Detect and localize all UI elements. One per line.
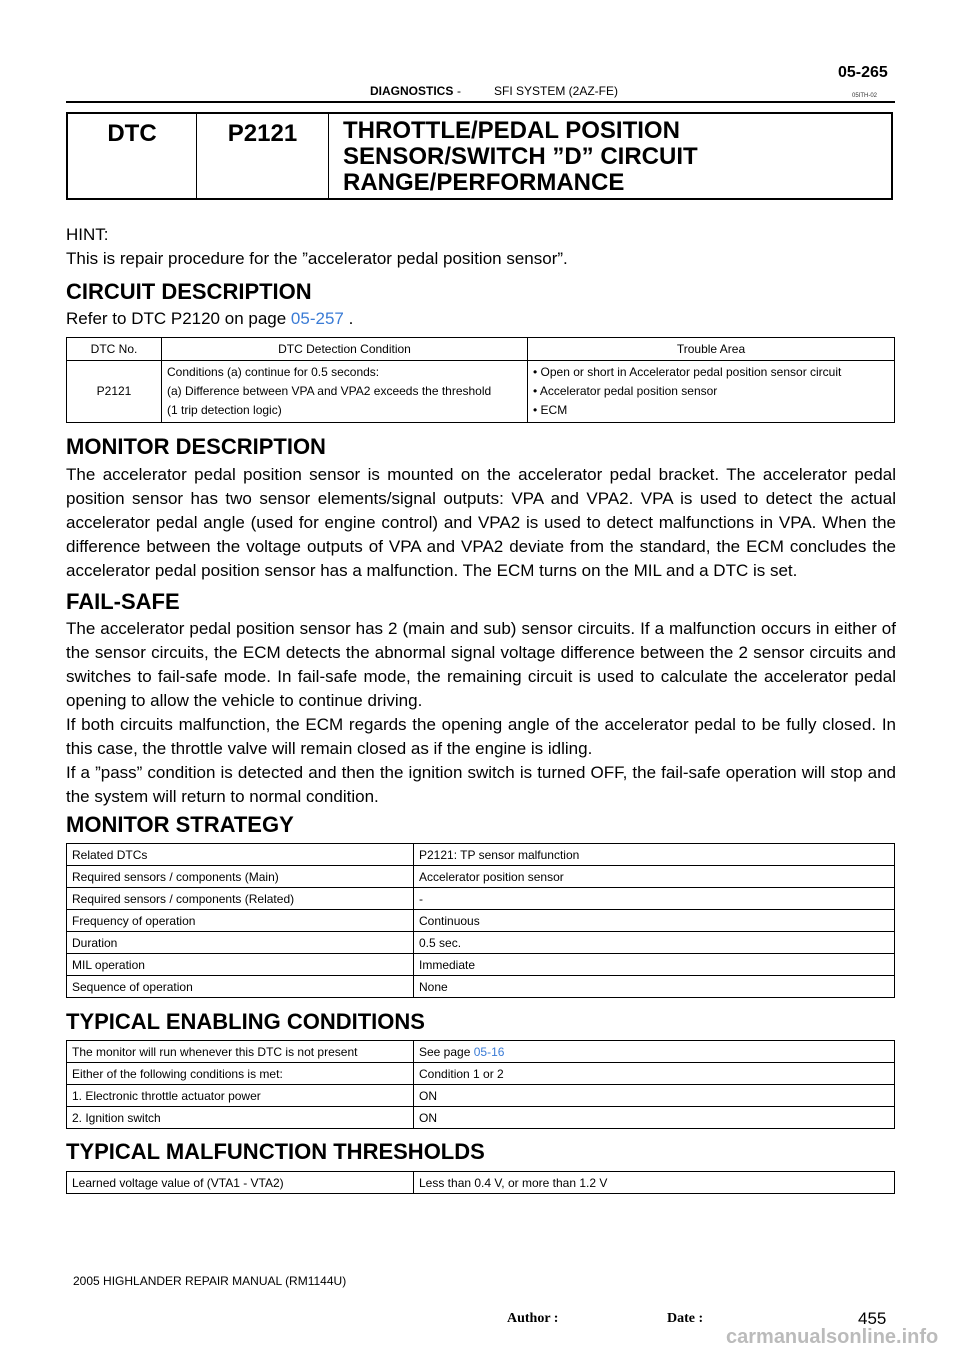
table-cell: Sequence of operation bbox=[67, 976, 414, 998]
table-cell: Duration bbox=[67, 932, 414, 954]
table-cell: Frequency of operation bbox=[67, 910, 414, 932]
table-row bbox=[67, 954, 895, 976]
enabling-heading: TYPICAL ENABLING CONDITIONS bbox=[66, 1009, 425, 1034]
table-cell: Less than 0.4 V, or more than 1.2 V bbox=[414, 1172, 895, 1194]
table-cell: The monitor will run whenever this DTC is not present bbox=[67, 1041, 414, 1063]
header-trouble-area: Trouble Area bbox=[528, 338, 895, 361]
title-line-3: RANGE/PERFORMANCE bbox=[343, 169, 625, 196]
table-cell: P2121: TP sensor malfunction bbox=[414, 844, 895, 866]
table-cell: 0.5 sec. bbox=[414, 932, 895, 954]
dtc-no-cell: P2121 bbox=[67, 361, 162, 423]
trouble-item: • Open or short in Accelerator pedal position sensor circuit bbox=[533, 365, 842, 379]
table-cell bbox=[414, 1041, 895, 1063]
title-dtc-code: P2121 bbox=[197, 114, 329, 198]
table-row bbox=[67, 1172, 895, 1194]
fail-safe-paragraph-2: If both circuits malfunction, the ECM regards the opening angle of the accelerator pedal to be fully closed. In this case, the throttle valve will remain closed as if the engine is idling. bbox=[66, 715, 896, 758]
table-cell: 1. Electronic throttle actuator power bbox=[67, 1085, 414, 1107]
table-cell: ON bbox=[414, 1107, 895, 1129]
fail-safe-paragraph-3: If a ”pass” condition is detected and then the ignition switch is turned OFF, the fail-safe operation will stop and the system will return to normal condition. bbox=[66, 763, 896, 806]
table-cell: MIL operation bbox=[67, 954, 414, 976]
manual-footer: 2005 HIGHLANDER REPAIR MANUAL (RM1144U) bbox=[73, 1274, 347, 1288]
circuit-description-heading: CIRCUIT DESCRIPTION bbox=[66, 279, 312, 304]
circuit-description-text bbox=[66, 307, 896, 331]
table-cell: Accelerator position sensor bbox=[414, 866, 895, 888]
table-row bbox=[67, 1107, 895, 1129]
page-link-05-257[interactable]: 05-257 bbox=[290, 309, 344, 328]
table-row bbox=[67, 1063, 895, 1085]
table-cell: ON bbox=[414, 1085, 895, 1107]
thresholds-heading: TYPICAL MALFUNCTION THRESHOLDS bbox=[66, 1139, 485, 1164]
header-subsection: SFI SYSTEM (2AZ-FE) bbox=[494, 84, 619, 98]
page-link-05-16[interactable]: 05-16 bbox=[473, 1044, 505, 1059]
table-row bbox=[67, 976, 895, 998]
table-cell: - bbox=[414, 888, 895, 910]
hint-text: This is repair procedure for the ”accelerator pedal position sensor”. bbox=[66, 249, 568, 268]
table-row bbox=[67, 361, 895, 423]
title-dtc-label: DTC bbox=[68, 114, 197, 198]
table-cell: Condition 1 or 2 bbox=[414, 1063, 895, 1085]
doc-id: 05ITH-02 bbox=[852, 93, 878, 99]
title-description bbox=[329, 114, 891, 198]
table-cell: Required sensors / components (Main) bbox=[67, 866, 414, 888]
dtc-title-box bbox=[66, 112, 893, 200]
title-line-2: SENSOR/SWITCH ”D” CIRCUIT bbox=[343, 143, 698, 170]
table-row bbox=[67, 910, 895, 932]
dtc-table bbox=[66, 337, 895, 423]
header-separator: - bbox=[457, 84, 461, 98]
fail-safe-heading: FAIL-SAFE bbox=[66, 589, 180, 614]
trouble-item: • Accelerator pedal position sensor bbox=[533, 384, 718, 398]
table-cell: Either of the following conditions is met: bbox=[67, 1063, 414, 1085]
table-row bbox=[67, 932, 895, 954]
fail-safe-paragraph-1: The accelerator pedal position sensor has 2 (main and sub) sensor circuits. If a malfunction occurs in either of the sensor circuits, the ECM detects the abnormal signal voltage difference between the 2 sensor circuits and switches to fail-safe mode. In fail-safe mode, the remaining circuit is used to calculate the accelerator pedal opening to allow the vehicle to continue driving. bbox=[66, 619, 896, 710]
date-label: Date : bbox=[667, 1311, 704, 1326]
circuit-text-suffix: . bbox=[343, 309, 354, 328]
page-number: 05-265 bbox=[838, 64, 888, 81]
circuit-text-prefix: Refer to DTC P2120 on page bbox=[66, 309, 291, 328]
header-detection-condition: DTC Detection Condition bbox=[162, 338, 528, 361]
table-cell: 2. Ignition switch bbox=[67, 1107, 414, 1129]
table-row bbox=[67, 1085, 895, 1107]
sheet-page-number: 455 bbox=[858, 1309, 887, 1328]
monitor-description-heading: MONITOR DESCRIPTION bbox=[66, 434, 326, 459]
author-label: Author : bbox=[507, 1311, 559, 1326]
monitor-strategy-heading: MONITOR STRATEGY bbox=[66, 812, 294, 837]
table-row bbox=[67, 866, 895, 888]
condition-line: (1 trip detection logic) bbox=[167, 403, 282, 417]
table-cell: None bbox=[414, 976, 895, 998]
hint bbox=[66, 223, 896, 271]
watermark: carmanualsonline.info bbox=[726, 1326, 939, 1348]
table-cell: Learned voltage value of (VTA1 - VTA2) bbox=[67, 1172, 414, 1194]
table-cell: Required sensors / components (Related) bbox=[67, 888, 414, 910]
table-row bbox=[67, 888, 895, 910]
table-cell: Immediate bbox=[414, 954, 895, 976]
enabling-table bbox=[66, 1040, 895, 1129]
monitor-strategy-table bbox=[66, 843, 895, 998]
thresholds-table bbox=[66, 1171, 895, 1194]
header-rule bbox=[66, 101, 895, 103]
detection-condition-cell bbox=[162, 361, 528, 423]
see-page-prefix: See page bbox=[419, 1044, 474, 1059]
title-line-1: THROTTLE/PEDAL POSITION bbox=[343, 117, 680, 144]
monitor-description-text: The accelerator pedal position sensor is mounted on the accelerator pedal bracket. The accelerator pedal position sensor has two sensor elements/signal outputs: VPA and VPA2. VPA is used to detect the actual accelerator pedal angle (used for engine control) and VPA2 is used to detect malfunctions in VPA. When the difference between the voltage outputs of VPA and VPA2 deviate from the standard, the ECM concludes the accelerator pedal position sensor has a malfunction. The ECM turns on the MIL and a DTC is set. bbox=[66, 465, 896, 580]
trouble-area-cell bbox=[528, 361, 895, 423]
header-dtc-no: DTC No. bbox=[67, 338, 162, 361]
table-row bbox=[67, 844, 895, 866]
table-cell: Related DTCs bbox=[67, 844, 414, 866]
condition-line: Conditions (a) continue for 0.5 seconds: bbox=[167, 365, 380, 379]
table-row bbox=[67, 1041, 895, 1063]
trouble-item: • ECM bbox=[533, 403, 568, 417]
table-cell: Continuous bbox=[414, 910, 895, 932]
dtc-table-header bbox=[67, 338, 895, 361]
fail-safe-text bbox=[66, 617, 896, 809]
header-section: DIAGNOSTICS bbox=[370, 84, 454, 98]
condition-line: (a) Difference between VPA and VPA2 exceeds the threshold bbox=[167, 384, 492, 398]
hint-label: HINT: bbox=[66, 225, 109, 244]
